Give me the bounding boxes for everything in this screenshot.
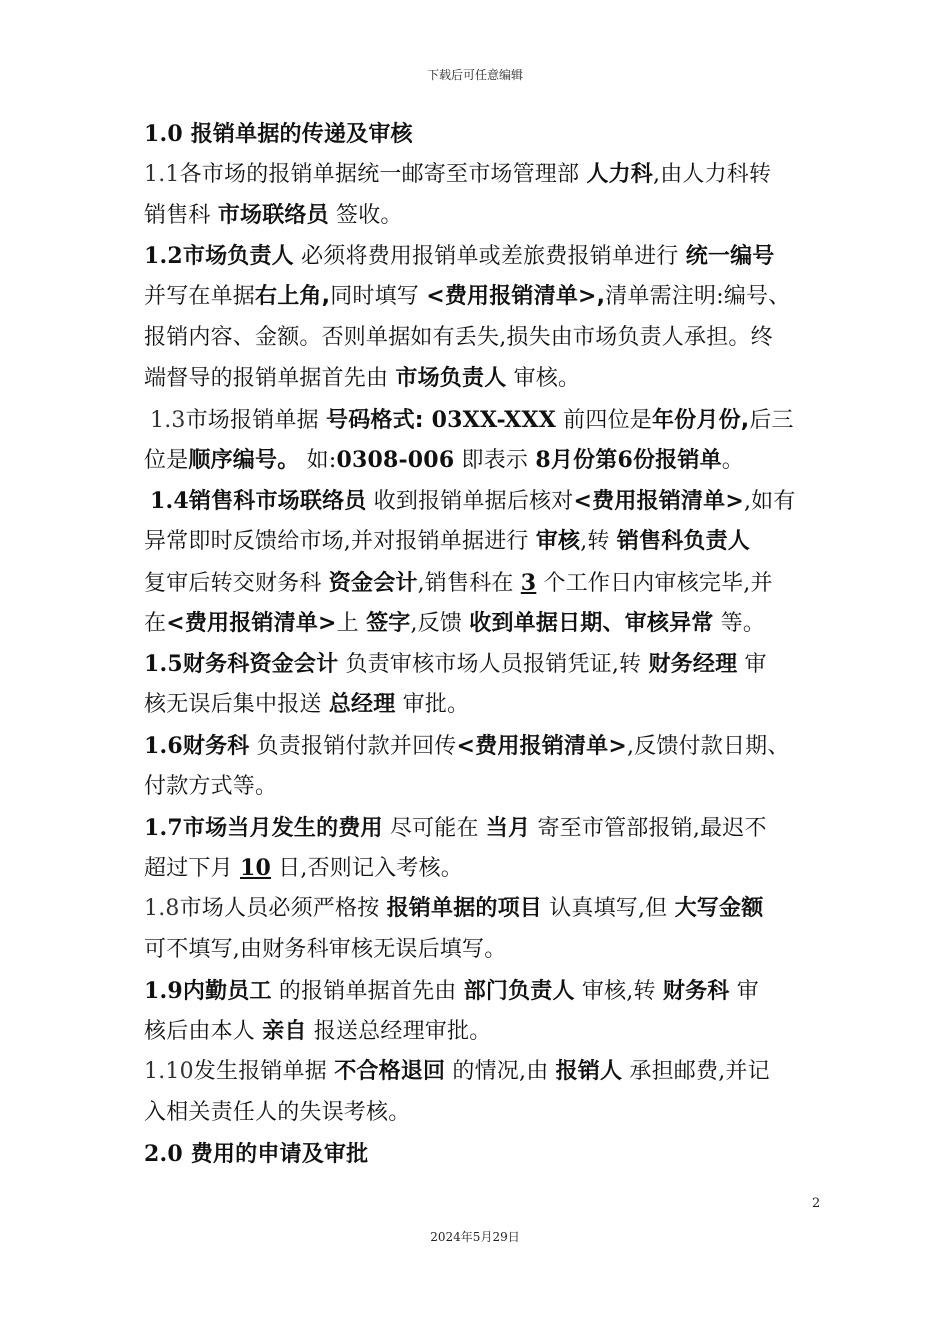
text: 市场人员必须严格按: [179, 896, 387, 922]
emphasis: <费用报销清单>,: [426, 284, 606, 310]
item-number: 1.1: [144, 161, 180, 187]
emphasis: 财务经理: [648, 652, 738, 678]
emphasis: 财务科: [182, 733, 250, 759]
emphasis: 市场负责人: [182, 244, 294, 270]
paragraph-1-1-cont: [144, 196, 824, 237]
paragraph-1-7-cont: [144, 848, 824, 889]
item-number: 1.7: [144, 814, 183, 841]
emphasis: 市场当月发生的费用: [182, 815, 383, 841]
example-code: 0308-006: [336, 447, 455, 474]
text: 核无误后集中报送: [144, 692, 329, 718]
text: 的情况,由: [445, 1059, 556, 1085]
emphasis: 收到单据日期、审核异常: [469, 610, 714, 636]
text: 入相关责任人的失误考核。: [144, 1100, 411, 1126]
paragraph-1-6: [144, 726, 824, 767]
text: 市场报销单据: [185, 407, 326, 433]
paragraph-1-6-cont: [144, 767, 824, 808]
text: 如:: [299, 448, 337, 474]
section-title: 费用的申请及审批: [190, 1141, 369, 1167]
emphasis: 大写金额: [674, 896, 764, 922]
underlined-number: 3: [520, 569, 537, 596]
text: 报销内容、金额。否则单据如有丢失,损失由市场负责人承担。终: [144, 324, 773, 350]
paragraph-1-10-cont: [144, 1093, 824, 1134]
text: ,反馈付款日期、: [626, 733, 790, 759]
item-number: 1.9: [144, 977, 183, 1004]
text: 前四位是: [555, 407, 652, 433]
emphasis: 销售科负责人: [616, 528, 750, 554]
paragraph-1-4-cont: [144, 563, 824, 604]
emphasis: 报销人: [555, 1059, 623, 1085]
emphasis: 销售科市场联络员: [188, 489, 367, 515]
text: 报送总经理审批。: [306, 1018, 492, 1044]
text: 同时填写: [330, 284, 427, 310]
section-number: 1.0: [144, 121, 183, 147]
text: 各市场的报销单据统一邮寄至市场管理部: [179, 161, 587, 187]
underlined-number: 10: [240, 855, 272, 882]
text: 复审后转交财务科: [144, 570, 329, 596]
emphasis: 统一编号: [685, 244, 775, 270]
emphasis: 当月: [485, 815, 531, 841]
paragraph-1-3-cont: [144, 440, 824, 481]
text: 寄至市管部报销,最迟不: [530, 815, 767, 841]
paragraph-1-9: [144, 971, 824, 1012]
page-number: 2: [812, 1196, 821, 1211]
paragraph-1-8: [144, 889, 824, 930]
text: 收到报销单据后核对: [366, 489, 574, 515]
text: 付款方式等。: [144, 773, 278, 799]
paragraph-1-8-cont: [144, 930, 824, 971]
document-body: [144, 114, 824, 1175]
section-heading-2: [144, 1134, 824, 1175]
paragraph-1-2-cont: [144, 318, 824, 359]
paragraph-1-2-cont: [144, 359, 824, 400]
emphasis: 8: [535, 447, 551, 474]
paragraph-1-5: [144, 644, 824, 685]
text: 尽可能在: [382, 815, 486, 841]
paragraph-1-1: [144, 155, 824, 196]
emphasis: 市场联络员: [217, 202, 329, 228]
text: 位是: [144, 448, 189, 474]
emphasis: 签字: [366, 610, 411, 636]
text: 个工作日内审核完毕,并: [536, 570, 773, 596]
text: 异常即时反馈给市场,并对报销单据进行: [144, 528, 536, 554]
page-footer-date: 2024年5月29日: [430, 1230, 520, 1244]
text: 端督导的报销单据首先由: [144, 365, 396, 391]
emphasis: 总经理: [328, 692, 396, 718]
text: 即表示: [454, 448, 536, 474]
emphasis: 顺序编号。: [188, 448, 300, 474]
paragraph-1-2: [144, 236, 824, 277]
paragraph-1-4-cont: [144, 522, 824, 563]
emphasis: 财务科资金会计: [182, 652, 339, 678]
text: 审核,转: [574, 978, 663, 1004]
item-number: 1.4: [150, 488, 189, 515]
text: 等。: [713, 610, 766, 636]
emphasis: 右上角,: [255, 284, 331, 310]
text: 审: [729, 978, 759, 1004]
text: ,销售科在: [417, 570, 521, 596]
paragraph-1-4: [144, 481, 824, 522]
emphasis: 报销单据的项目: [386, 896, 542, 922]
text: 负责报销付款并回传: [249, 733, 457, 759]
text: 负责审核市场人员报销凭证,转: [338, 652, 649, 678]
paragraph-1-4-cont: [144, 604, 824, 645]
paragraph-1-2-cont: [144, 277, 824, 318]
emphasis: 部门负责人: [463, 978, 575, 1004]
emphasis: 内勤员工: [182, 978, 272, 1004]
text: ,反馈: [410, 610, 470, 636]
item-number: 1.5: [144, 651, 183, 678]
emphasis: 年份月份,: [651, 407, 750, 433]
text: ,由人力科转: [653, 161, 772, 187]
item-number: 1.6: [144, 732, 183, 759]
page-header: 下载后可任意编辑: [426, 68, 523, 82]
text: 后三: [749, 407, 794, 433]
paragraph-1-5-cont: [144, 685, 824, 726]
emphasis: 人力科: [586, 161, 653, 187]
paragraph-1-10: [144, 1052, 824, 1093]
text: 的报销单据首先由: [271, 978, 464, 1004]
emphasis: 亲自: [262, 1018, 307, 1044]
emphasis: 审核: [535, 528, 581, 554]
section-title: 报销单据的传递及审核: [190, 122, 413, 147]
text: 超过下月: [144, 856, 240, 882]
item-number: 1.3: [150, 407, 186, 433]
paragraph-1-9-cont: [144, 1012, 824, 1053]
format-code: 03XX-XXX: [423, 406, 556, 433]
text: 并写在单据: [144, 284, 256, 310]
text: ,转: [580, 528, 617, 554]
text: 可不填写,由财务科审核无误后填写。: [144, 936, 507, 962]
text: 发生报销单据: [193, 1059, 335, 1085]
text: 承担邮费,并记: [622, 1059, 770, 1085]
emphasis: <费用报销清单>: [573, 489, 744, 515]
item-number: 1.10: [144, 1059, 194, 1085]
section-heading-1: [144, 114, 824, 155]
text: 审核。: [506, 365, 581, 391]
emphasis: 资金会计: [328, 570, 418, 596]
emphasis: 市场负责人: [395, 365, 507, 391]
text: 在: [144, 610, 167, 636]
emphasis: 份报销单: [632, 448, 722, 474]
item-number: 1.8: [144, 896, 180, 922]
text: 上: [336, 610, 367, 636]
text: 审: [737, 652, 767, 678]
emphasis: 6: [617, 447, 633, 474]
emphasis: <费用报销清单>: [456, 733, 627, 759]
paragraph-1-3: [144, 400, 824, 441]
text: ,如有: [743, 489, 796, 515]
text: 审批。: [395, 692, 470, 718]
text: 核后由本人: [144, 1018, 263, 1044]
item-number: 1.2: [144, 243, 183, 270]
text: 签收。: [328, 202, 403, 228]
text: 日,否则记入考核。: [271, 856, 464, 882]
emphasis: <费用报销清单>: [166, 610, 337, 636]
emphasis: 号码格式:: [326, 407, 424, 433]
emphasis: 不合格退回: [334, 1059, 446, 1085]
section-number: 2.0: [144, 1140, 183, 1167]
text: 销售科: [144, 202, 218, 228]
emphasis: 财务科: [662, 978, 730, 1004]
text: 清单需注明:编号、: [605, 284, 791, 310]
text: 。: [721, 448, 744, 474]
emphasis: 月份第: [550, 448, 618, 474]
text: 认真填写,但: [542, 896, 675, 922]
paragraph-1-7: [144, 808, 824, 849]
text: 必须将费用报销单或差旅费报销单进行: [293, 244, 686, 270]
